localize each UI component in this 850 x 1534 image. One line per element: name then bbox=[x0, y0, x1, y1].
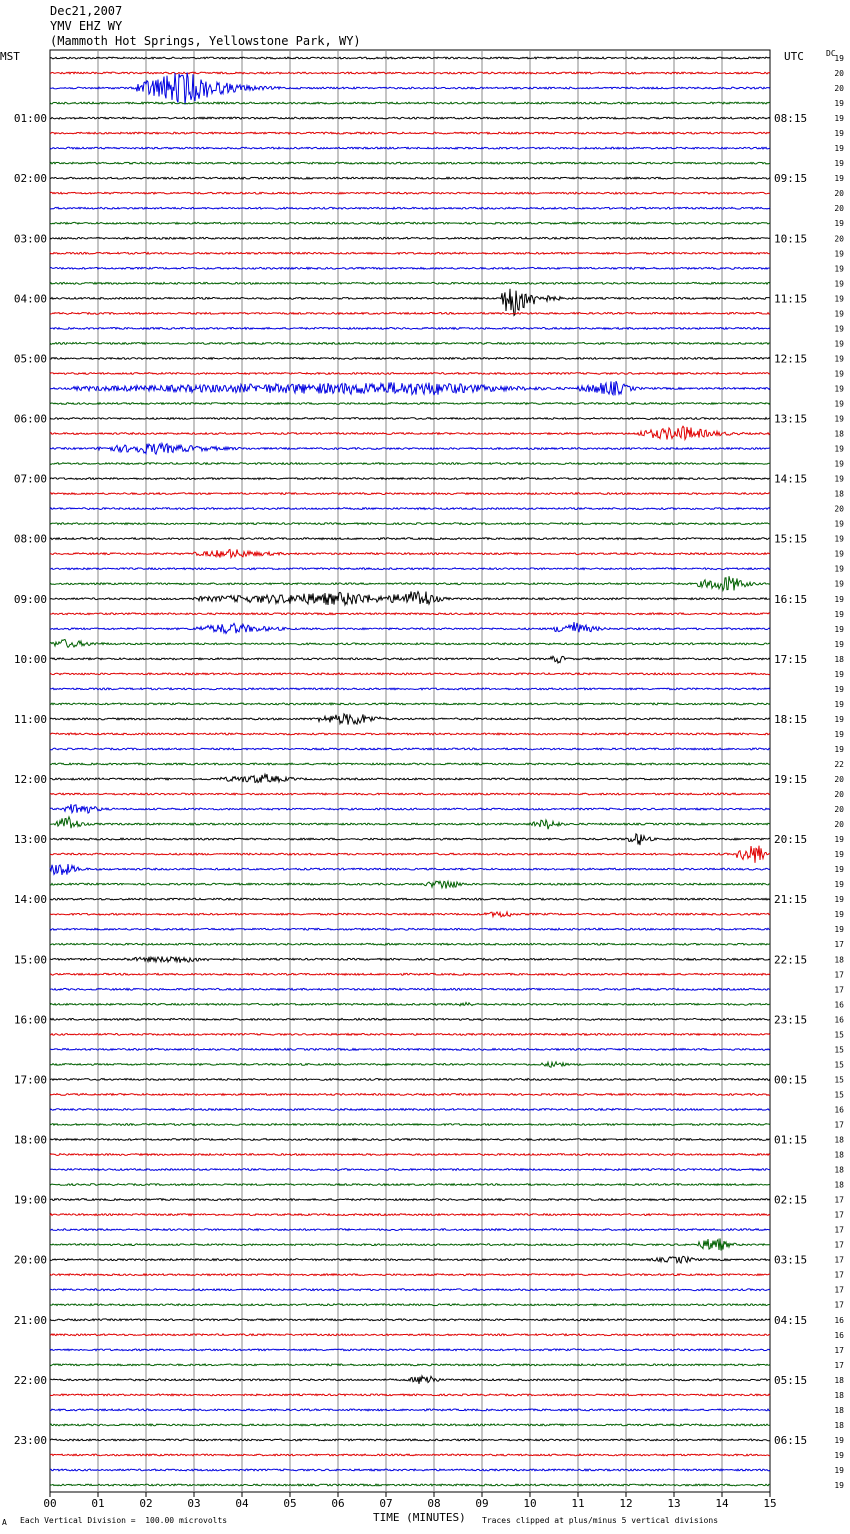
dc-offset-label: 15 bbox=[834, 1045, 844, 1055]
dc-offset-label: 20 bbox=[834, 204, 844, 214]
trace-84 bbox=[50, 1319, 770, 1321]
dc-offset-label: 19 bbox=[834, 249, 844, 259]
dc-offset-label: 20 bbox=[834, 504, 844, 514]
dc-offset-label: 19 bbox=[834, 459, 844, 469]
x-tick-label: 13 bbox=[667, 1497, 681, 1510]
trace-76 bbox=[50, 1199, 770, 1201]
right-hour-label: 18:15 bbox=[774, 712, 808, 726]
trace-81 bbox=[50, 1274, 770, 1276]
right-hour-label: 17:15 bbox=[774, 652, 808, 666]
dc-offset-label: 15 bbox=[834, 1060, 844, 1070]
trace-37 bbox=[50, 613, 770, 615]
x-tick-label: 09 bbox=[475, 1497, 489, 1510]
right-hour-label: 06:15 bbox=[774, 1433, 808, 1447]
dc-offset-label: 19 bbox=[834, 54, 844, 63]
trace-63 bbox=[50, 1002, 770, 1005]
left-hour-label: 04:00 bbox=[13, 292, 47, 306]
dc-offset-label: 18 bbox=[834, 489, 844, 499]
trace-73 bbox=[50, 1154, 770, 1156]
trace-26 bbox=[50, 444, 770, 455]
trace-7 bbox=[50, 162, 770, 164]
dc-offset-label: 19 bbox=[834, 159, 844, 169]
dc-offset-label: 17 bbox=[834, 985, 844, 995]
trace-68 bbox=[50, 1079, 770, 1081]
right-hour-label: 11:15 bbox=[774, 292, 808, 306]
trace-34 bbox=[50, 568, 770, 570]
left-hour-label: 01:00 bbox=[13, 112, 47, 126]
left-hour-label: 21:00 bbox=[13, 1313, 47, 1327]
dc-offset-label: 19 bbox=[834, 910, 844, 920]
trace-54 bbox=[50, 864, 770, 875]
dc-offset-label: 20 bbox=[834, 775, 844, 784]
trace-62 bbox=[50, 988, 770, 990]
trace-64 bbox=[50, 1018, 770, 1020]
trace-39 bbox=[50, 640, 770, 648]
trace-46 bbox=[50, 748, 770, 750]
right-hour-label: 01:15 bbox=[774, 1133, 808, 1147]
trace-19 bbox=[50, 343, 770, 345]
trace-12 bbox=[50, 237, 770, 239]
dc-offset-label: 15 bbox=[834, 1090, 844, 1100]
right-hour-label: 20:15 bbox=[774, 833, 808, 847]
trace-48 bbox=[50, 774, 770, 782]
dc-offset-label: 19 bbox=[834, 129, 844, 139]
trace-78 bbox=[50, 1229, 770, 1231]
trace-9 bbox=[50, 192, 770, 194]
left-hour-label: 02:00 bbox=[13, 172, 47, 186]
trace-25 bbox=[50, 426, 770, 439]
trace-60 bbox=[50, 957, 770, 963]
dc-title: DC bbox=[826, 49, 836, 58]
trace-3 bbox=[50, 102, 770, 104]
left-hour-label: 07:00 bbox=[13, 472, 47, 486]
dc-offset-label: 19 bbox=[834, 174, 844, 184]
dc-offset-label: 19 bbox=[834, 1450, 844, 1460]
x-tick-label: 07 bbox=[379, 1497, 393, 1510]
dc-offset-label: 19 bbox=[834, 850, 844, 860]
dc-offset-label: 18 bbox=[834, 1150, 844, 1160]
chart-date: Dec21,2007 bbox=[50, 4, 123, 18]
dc-offset-label: 20 bbox=[834, 189, 844, 199]
trace-94 bbox=[50, 1469, 770, 1471]
dc-offset-label: 19 bbox=[834, 865, 844, 875]
right-hour-label: 02:15 bbox=[774, 1193, 808, 1207]
dc-offset-label: 18 bbox=[834, 955, 844, 965]
right-hour-label: 12:15 bbox=[774, 352, 808, 366]
left-hour-label: 22:00 bbox=[13, 1373, 47, 1387]
dc-offset-label: 16 bbox=[834, 1315, 844, 1325]
dc-offset-label: 17 bbox=[834, 1210, 844, 1220]
trace-80 bbox=[50, 1256, 770, 1263]
x-tick-label: 06 bbox=[331, 1497, 345, 1510]
trace-1 bbox=[50, 72, 770, 74]
dc-offset-label: 18 bbox=[834, 1165, 844, 1175]
trace-17 bbox=[50, 313, 770, 315]
dc-offset-label: 18 bbox=[834, 1135, 844, 1145]
trace-59 bbox=[50, 943, 770, 945]
dc-offset-label: 19 bbox=[834, 1435, 844, 1445]
trace-24 bbox=[50, 418, 770, 420]
dc-offset-label: 20 bbox=[834, 84, 844, 94]
trace-36 bbox=[50, 592, 770, 605]
dc-offset-label: 16 bbox=[834, 1330, 844, 1340]
trace-67 bbox=[50, 1062, 770, 1067]
dc-offset-label: 17 bbox=[834, 970, 844, 980]
x-tick-label: 14 bbox=[715, 1497, 729, 1510]
trace-18 bbox=[50, 328, 770, 330]
right-axis-title: UTC bbox=[784, 50, 804, 63]
trace-90 bbox=[50, 1409, 770, 1411]
right-hour-label: 13:15 bbox=[774, 412, 808, 426]
dc-offset-label: 20 bbox=[834, 805, 844, 815]
dc-offset-label: 19 bbox=[834, 639, 844, 649]
dc-offset-label: 19 bbox=[834, 609, 844, 619]
right-hour-label: 23:15 bbox=[774, 1013, 808, 1027]
trace-23 bbox=[50, 403, 770, 405]
trace-85 bbox=[50, 1334, 770, 1336]
trace-61 bbox=[50, 973, 770, 975]
dc-offset-label: 19 bbox=[834, 1465, 844, 1475]
x-tick-label: 12 bbox=[619, 1497, 633, 1510]
trace-69 bbox=[50, 1094, 770, 1096]
trace-91 bbox=[50, 1424, 770, 1426]
dc-offset-label: 19 bbox=[834, 219, 844, 229]
x-tick-label: 02 bbox=[139, 1497, 153, 1510]
dc-offset-label: 19 bbox=[834, 684, 844, 694]
right-hour-label: 14:15 bbox=[774, 472, 808, 486]
left-hour-label: 06:00 bbox=[13, 412, 47, 426]
left-hour-label: 16:00 bbox=[13, 1013, 47, 1027]
trace-77 bbox=[50, 1214, 770, 1216]
right-hour-label: 05:15 bbox=[774, 1373, 808, 1387]
dc-offset-label: 16 bbox=[834, 1000, 844, 1010]
dc-offset-label: 17 bbox=[834, 1225, 844, 1235]
dc-offset-label: 18 bbox=[834, 654, 844, 664]
trace-66 bbox=[50, 1049, 770, 1051]
trace-41 bbox=[50, 673, 770, 675]
dc-offset-label: 16 bbox=[834, 1015, 844, 1025]
dc-offset-label: 22 bbox=[834, 759, 844, 769]
scale-note: Each Vertical Division = 100.00 microvolts bbox=[20, 1516, 228, 1525]
left-hour-label: 17:00 bbox=[13, 1073, 47, 1087]
dc-offset-label: 19 bbox=[834, 324, 844, 334]
x-axis-title: TIME (MINUTES) bbox=[373, 1511, 466, 1524]
trace-28 bbox=[50, 478, 770, 480]
dc-offset-label: 19 bbox=[834, 339, 844, 349]
x-tick-label: 03 bbox=[187, 1497, 201, 1510]
dc-offset-label: 17 bbox=[834, 1270, 844, 1280]
trace-15 bbox=[50, 282, 770, 284]
dc-offset-label: 19 bbox=[834, 624, 844, 634]
trace-27 bbox=[50, 463, 770, 465]
trace-31 bbox=[50, 523, 770, 525]
x-tick-label: 15 bbox=[763, 1497, 777, 1510]
trace-40 bbox=[50, 656, 770, 663]
x-tick-label: 05 bbox=[283, 1497, 297, 1510]
dc-offset-label: 19 bbox=[834, 594, 844, 604]
dc-offset-label: 18 bbox=[834, 1405, 844, 1415]
trace-0 bbox=[50, 57, 770, 59]
dc-offset-label: 19 bbox=[834, 895, 844, 905]
dc-offset-label: 17 bbox=[834, 1360, 844, 1370]
trace-5 bbox=[50, 132, 770, 134]
dc-offset-label: 19 bbox=[834, 744, 844, 754]
trace-30 bbox=[50, 508, 770, 510]
dc-offset-label: 19 bbox=[834, 669, 844, 679]
trace-51 bbox=[50, 817, 770, 829]
right-hour-label: 03:15 bbox=[774, 1253, 808, 1267]
trace-79 bbox=[50, 1238, 770, 1250]
trace-75 bbox=[50, 1184, 770, 1186]
x-tick-label: 00 bbox=[43, 1497, 57, 1510]
right-hour-label: 22:15 bbox=[774, 953, 808, 967]
dc-offset-label: 20 bbox=[834, 820, 844, 830]
trace-47 bbox=[50, 763, 770, 765]
left-hour-label: 03:00 bbox=[13, 232, 47, 246]
right-hour-label: 19:15 bbox=[774, 773, 808, 786]
dc-offset-label: 19 bbox=[834, 369, 844, 379]
trace-72 bbox=[50, 1139, 770, 1141]
dc-offset-label: 19 bbox=[834, 925, 844, 935]
right-hour-label: 16:15 bbox=[774, 592, 808, 606]
trace-16 bbox=[50, 289, 770, 316]
x-tick-label: 08 bbox=[427, 1497, 441, 1510]
trace-45 bbox=[50, 733, 770, 735]
trace-21 bbox=[50, 373, 770, 375]
dc-offset-label: 19 bbox=[834, 1480, 844, 1490]
dc-offset-label: 18 bbox=[834, 1420, 844, 1430]
trace-92 bbox=[50, 1439, 770, 1441]
dc-offset-label: 19 bbox=[834, 699, 844, 709]
dc-offset-label: 19 bbox=[834, 264, 844, 274]
dc-offset-label: 19 bbox=[834, 279, 844, 289]
dc-offset-label: 17 bbox=[834, 940, 844, 950]
left-hour-label: 12:00 bbox=[13, 773, 47, 786]
trace-87 bbox=[50, 1364, 770, 1366]
trace-35 bbox=[50, 576, 770, 590]
station-code: YMV EHZ WY bbox=[50, 19, 123, 33]
right-hour-label: 09:15 bbox=[774, 172, 808, 186]
left-axis-title: MST bbox=[0, 50, 20, 63]
left-hour-label: 05:00 bbox=[13, 352, 47, 366]
dc-offset-label: 18 bbox=[834, 1180, 844, 1190]
trace-50 bbox=[50, 804, 770, 813]
dc-offset-label: 19 bbox=[834, 579, 844, 589]
left-hour-label: 11:00 bbox=[13, 712, 47, 726]
dc-offset-label: 19 bbox=[834, 384, 844, 394]
trace-55 bbox=[50, 881, 770, 888]
left-hour-label: 18:00 bbox=[13, 1133, 47, 1147]
trace-29 bbox=[50, 493, 770, 495]
left-hour-label: 19:00 bbox=[13, 1193, 47, 1207]
dc-offset-label: 15 bbox=[834, 1075, 844, 1085]
dc-offset-label: 19 bbox=[834, 474, 844, 484]
dc-offset-label: 19 bbox=[834, 414, 844, 424]
trace-93 bbox=[50, 1454, 770, 1456]
dc-offset-label: 19 bbox=[834, 729, 844, 739]
dc-offset-label: 18 bbox=[834, 429, 844, 439]
dc-offset-label: 18 bbox=[834, 1375, 844, 1385]
trace-70 bbox=[50, 1109, 770, 1111]
trace-52 bbox=[50, 834, 770, 845]
trace-53 bbox=[50, 846, 770, 863]
trace-13 bbox=[50, 252, 770, 254]
left-hour-label: 20:00 bbox=[13, 1253, 47, 1267]
right-hour-label: 08:15 bbox=[774, 112, 808, 126]
trace-74 bbox=[50, 1169, 770, 1171]
trace-88 bbox=[50, 1376, 770, 1384]
trace-86 bbox=[50, 1349, 770, 1351]
x-tick-label: 04 bbox=[235, 1497, 249, 1510]
dc-offset-label: 20 bbox=[834, 69, 844, 79]
dc-offset-label: 17 bbox=[834, 1120, 844, 1130]
dc-offset-label: 19 bbox=[834, 99, 844, 109]
dc-offset-label: 20 bbox=[834, 790, 844, 800]
left-hour-label: 08:00 bbox=[13, 532, 47, 546]
dc-offset-label: 17 bbox=[834, 1195, 844, 1205]
trace-56 bbox=[50, 898, 770, 900]
clip-note: Traces clipped at plus/minus 5 vertical divisions bbox=[482, 1516, 719, 1525]
trace-8 bbox=[50, 177, 770, 179]
right-hour-label: 10:15 bbox=[774, 232, 808, 246]
trace-38 bbox=[50, 622, 770, 633]
trace-83 bbox=[50, 1304, 770, 1306]
trace-4 bbox=[50, 117, 770, 119]
dc-offset-label: 17 bbox=[834, 1255, 844, 1265]
dc-offset-label: 19 bbox=[834, 549, 844, 559]
x-tick-label: 11 bbox=[571, 1497, 585, 1510]
trace-32 bbox=[50, 538, 770, 540]
trace-20 bbox=[50, 358, 770, 360]
dc-offset-label: 19 bbox=[834, 294, 844, 304]
trace-2 bbox=[50, 73, 770, 105]
right-hour-label: 21:15 bbox=[774, 893, 808, 907]
left-hour-label: 15:00 bbox=[13, 953, 47, 967]
left-hour-label: 10:00 bbox=[13, 652, 47, 666]
left-hour-label: 13:00 bbox=[13, 833, 47, 847]
trace-11 bbox=[50, 222, 770, 224]
right-hour-label: 15:15 bbox=[774, 532, 808, 546]
trace-43 bbox=[50, 703, 770, 705]
trace-58 bbox=[50, 928, 770, 930]
trace-33 bbox=[50, 550, 770, 558]
dc-offset-label: 19 bbox=[834, 309, 844, 319]
station-location: (Mammoth Hot Springs, Yellowstone Park, WY) bbox=[50, 34, 361, 48]
dc-offset-label: 19 bbox=[834, 564, 844, 574]
dc-offset-label: 19 bbox=[834, 835, 844, 845]
trace-14 bbox=[50, 267, 770, 269]
dc-offset-label: 17 bbox=[834, 1240, 844, 1250]
trace-71 bbox=[50, 1124, 770, 1126]
dc-offset-label: 18 bbox=[834, 1390, 844, 1400]
trace-57 bbox=[50, 912, 770, 917]
trace-82 bbox=[50, 1289, 770, 1291]
trace-6 bbox=[50, 147, 770, 149]
trace-44 bbox=[50, 714, 770, 725]
dc-offset-label: 19 bbox=[834, 444, 844, 454]
dc-offset-label: 17 bbox=[834, 1300, 844, 1310]
left-hour-label: 23:00 bbox=[13, 1433, 47, 1447]
trace-42 bbox=[50, 688, 770, 690]
dc-offset-label: 19 bbox=[834, 144, 844, 154]
dc-offset-label: 17 bbox=[834, 1345, 844, 1355]
dc-offset-label: 17 bbox=[834, 1285, 844, 1295]
dc-offset-label: 16 bbox=[834, 1105, 844, 1115]
trace-10 bbox=[50, 207, 770, 209]
trace-65 bbox=[50, 1034, 770, 1036]
corner-mark: A bbox=[2, 1518, 7, 1527]
trace-49 bbox=[50, 793, 770, 795]
right-hour-label: 00:15 bbox=[774, 1073, 808, 1087]
x-tick-label: 10 bbox=[523, 1497, 537, 1510]
dc-offset-label: 15 bbox=[834, 1030, 844, 1040]
dc-offset-label: 19 bbox=[834, 519, 844, 529]
left-hour-label: 14:00 bbox=[13, 893, 47, 907]
dc-offset-label: 19 bbox=[834, 714, 844, 724]
trace-89 bbox=[50, 1394, 770, 1396]
x-tick-label: 01 bbox=[91, 1497, 105, 1510]
dc-offset-label: 19 bbox=[834, 399, 844, 409]
right-hour-label: 04:15 bbox=[774, 1313, 808, 1327]
dc-offset-label: 19 bbox=[834, 114, 844, 124]
left-hour-label: 09:00 bbox=[13, 592, 47, 606]
dc-offset-label: 19 bbox=[834, 354, 844, 364]
dc-offset-label: 19 bbox=[834, 534, 844, 544]
dc-offset-label: 19 bbox=[834, 880, 844, 890]
trace-95 bbox=[50, 1484, 770, 1486]
trace-22 bbox=[50, 381, 770, 395]
dc-offset-label: 20 bbox=[834, 234, 844, 244]
